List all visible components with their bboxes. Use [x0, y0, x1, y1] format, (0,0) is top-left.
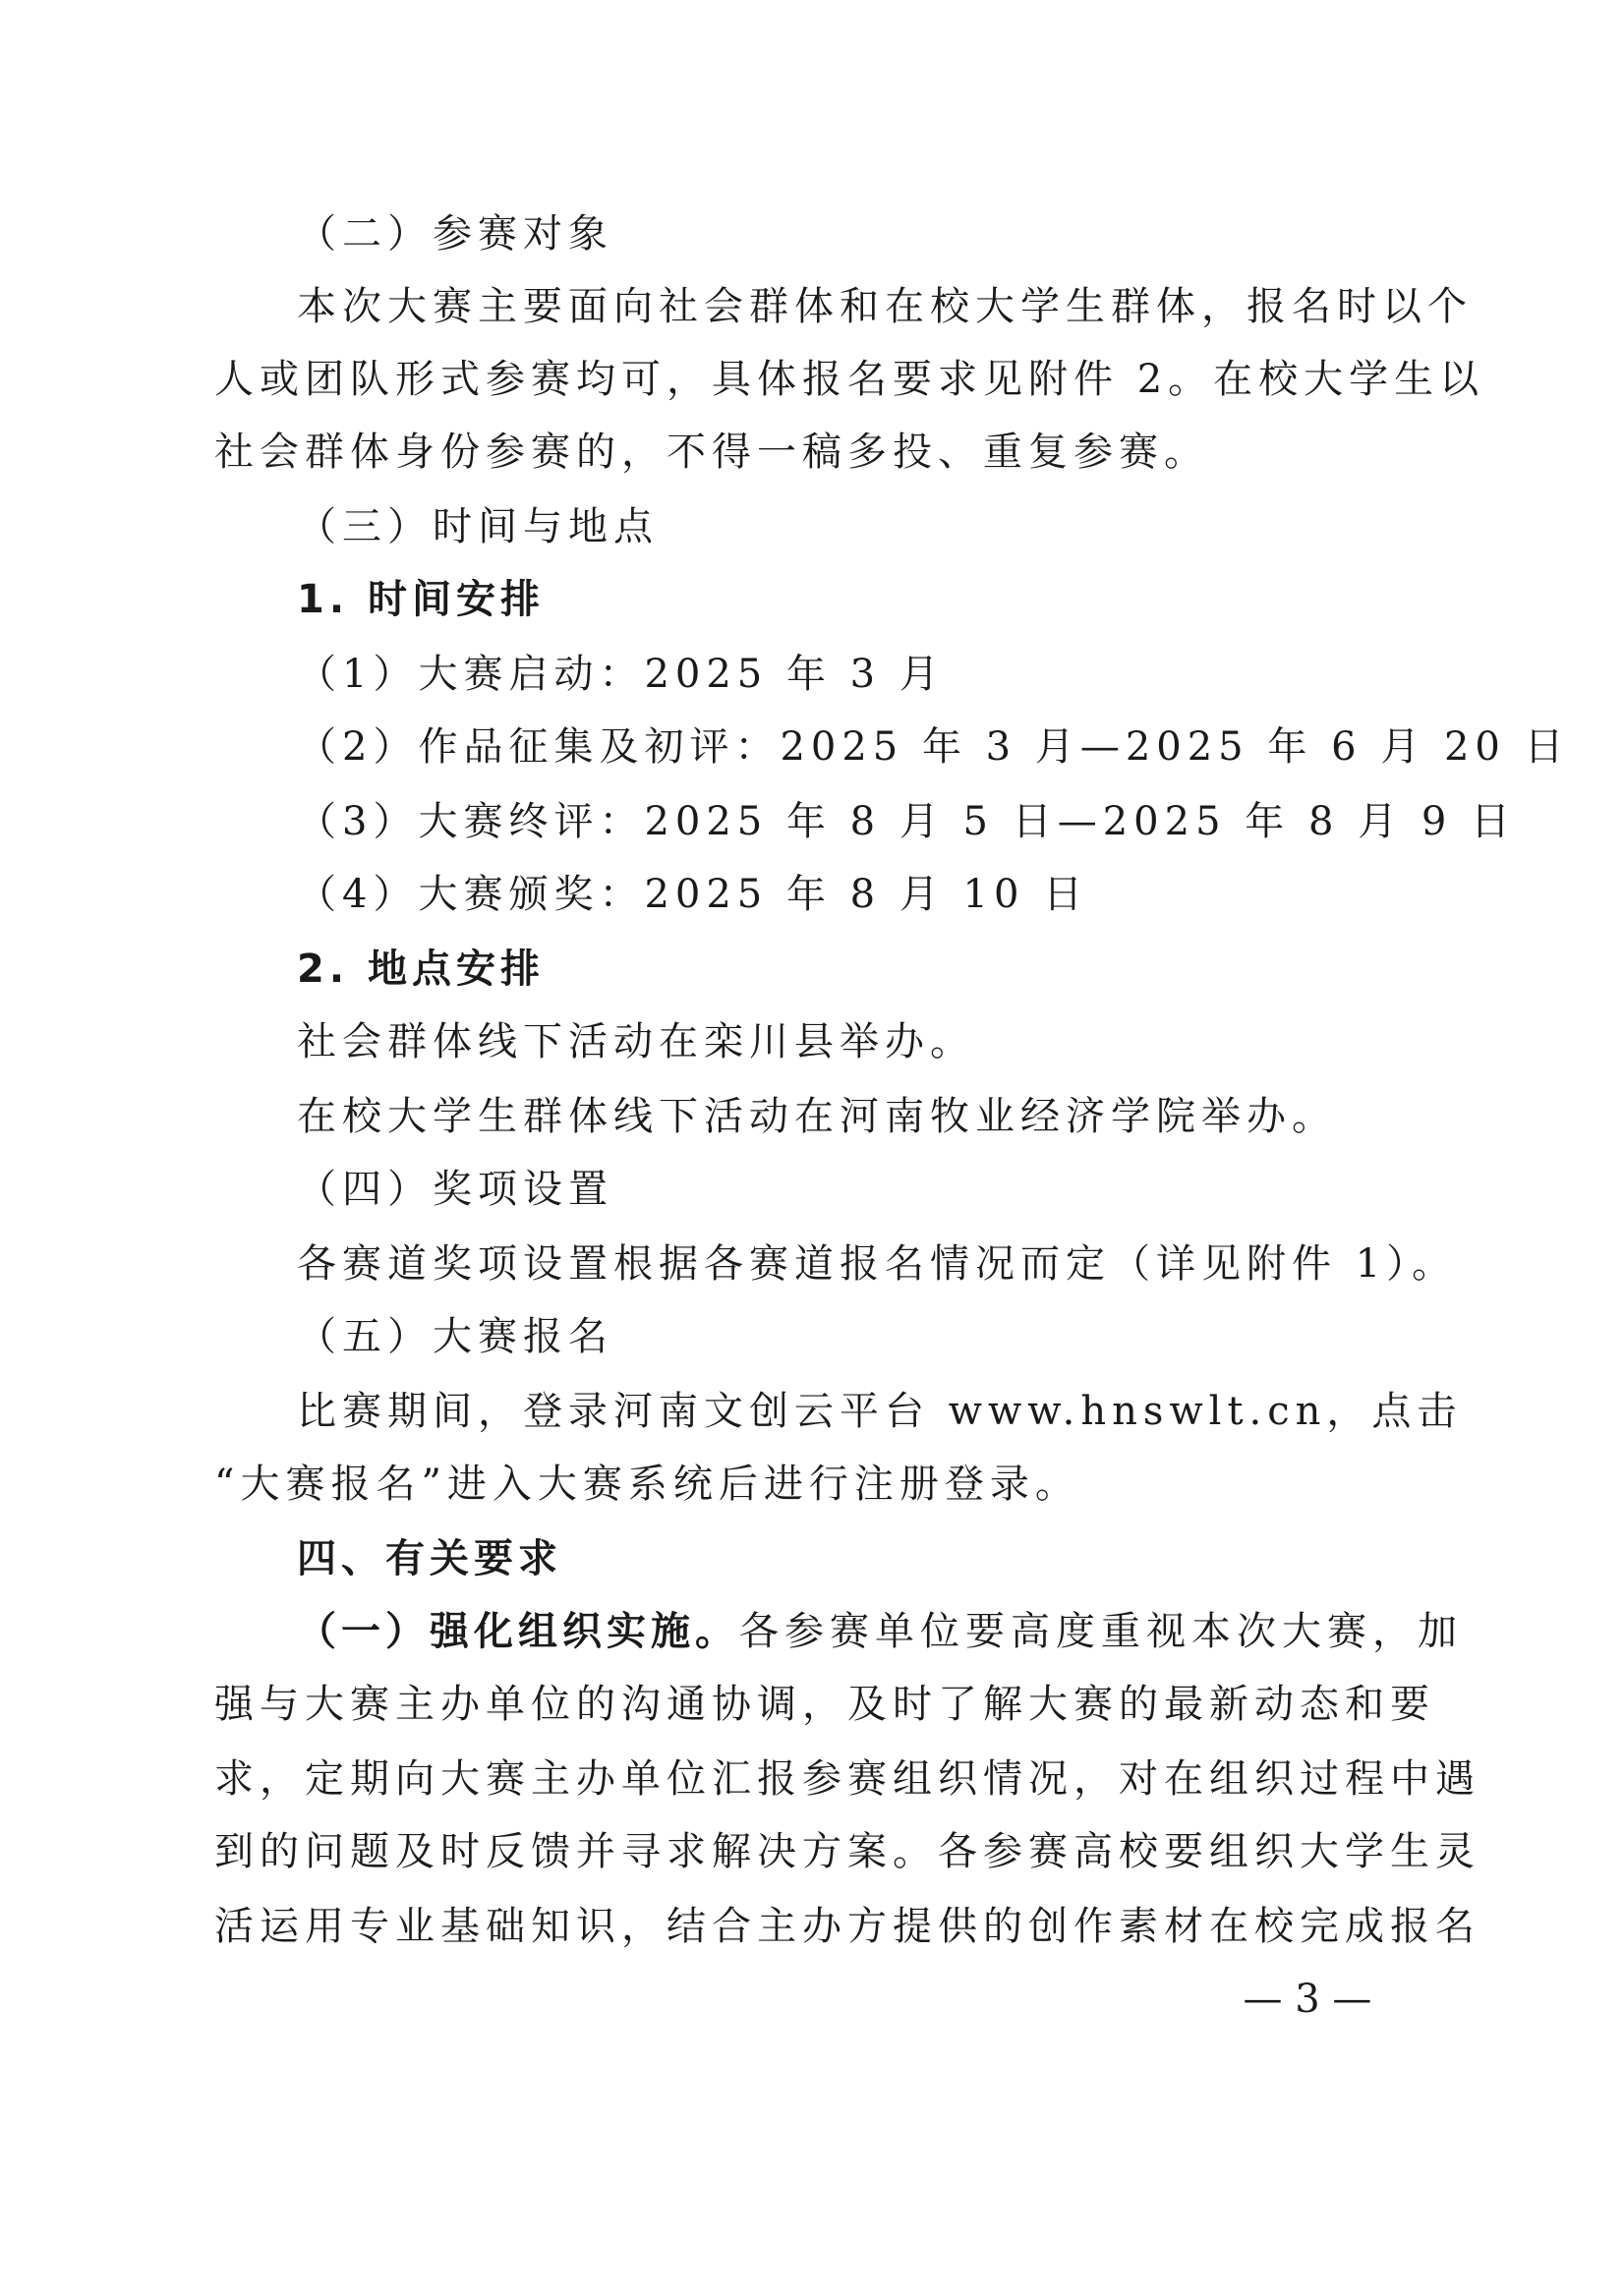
- paragraph-line: 社会群体身份参赛的，不得一稿多投、重复参赛。: [214, 430, 1209, 475]
- section-heading-requirements: 四、有关要求: [297, 1536, 562, 1581]
- paragraph-line: 在校大学生群体线下活动在河南牧业经济学院举办。: [297, 1094, 1337, 1139]
- paragraph-line: 本次大赛主要面向社会群体和在校大学生群体，报名时以个: [297, 284, 1473, 329]
- schedule-item: （3）大赛终评：2025 年 8 月 5 日—2025 年 8 月 9 日: [297, 799, 1516, 844]
- paragraph-text: 各参赛单位要高度重视本次大赛，加: [739, 1609, 1463, 1654]
- schedule-item: （4）大赛颁奖：2025 年 8 月 10 日: [297, 872, 1089, 917]
- section-heading-participants: （二）参赛对象: [297, 211, 613, 257]
- schedule-item: （1）大赛启动：2025 年 3 月: [297, 652, 945, 697]
- subheading-schedule: 1. 时间安排: [297, 577, 545, 622]
- bold-lead-text: （一）强化组织实施。: [297, 1609, 739, 1654]
- paragraph-line: 求，定期向大赛主办单位汇报参赛组织情况，对在组织过程中遇: [214, 1756, 1480, 1802]
- paragraph-line: 各赛道奖项设置根据各赛道报名情况而定（详见附件 1）。: [297, 1241, 1458, 1287]
- paragraph-line: 活运用专业基础知识，结合主办方提供的创作素材在校完成报名: [214, 1904, 1480, 1949]
- paragraph-line: 到的问题及时反馈并寻求解决方案。各参赛高校要组织大学生灵: [214, 1829, 1480, 1874]
- paragraph-line: 社会群体线下活动在栾川县举办。: [297, 1019, 975, 1064]
- section-heading-awards: （四）奖项设置: [297, 1167, 613, 1212]
- section-heading-registration: （五）大赛报名: [297, 1314, 613, 1359]
- paragraph-line: 人或团队形式参赛均可，具体报名要求见附件 2。在校大学生以: [214, 357, 1485, 402]
- schedule-item: （2）作品征集及初评：2025 年 3 月—2025 年 6 月 20 日: [297, 724, 1570, 770]
- page-number: — 3 —: [1243, 1977, 1372, 2022]
- paragraph-line: 比赛期间，登录河南文创云平台 www.hnswlt.cn，点击: [297, 1389, 1463, 1434]
- section-heading-time-place: （三）时间与地点: [297, 504, 659, 549]
- paragraph-line: 强与大赛主办单位的沟通协调，及时了解大赛的最新动态和要: [214, 1682, 1435, 1727]
- subheading-venue: 2. 地点安排: [297, 947, 545, 992]
- paragraph-line: [297, 1606, 1463, 1657]
- paragraph-line: “大赛报名”进入大赛系统后进行注册登录。: [214, 1462, 1080, 1507]
